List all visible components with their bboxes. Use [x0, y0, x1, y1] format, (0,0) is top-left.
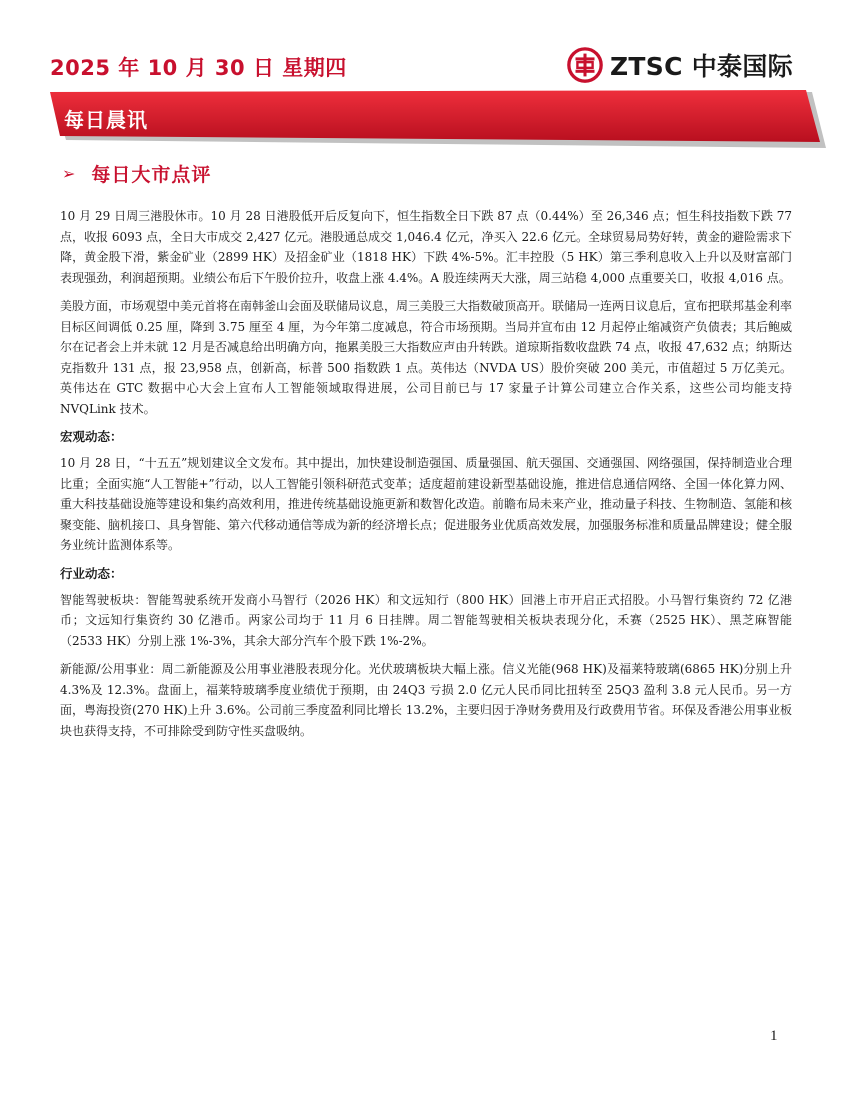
section-title: 每日大市点评 — [91, 164, 212, 186]
macro-paragraph: 10 月 28 日，“十五五”规划建议全文发布。其中提出，加快建设制造强国、质量强国、航天强国、交通强国、网络强国，保持制造业合理比重；全面实施“人工智能+”行动，以人工智能引领科研范式变革；适度超前建设新型基础设施，推进信息通信网络、全国一体化算力网、重大科技基础设施等建设和集约高效利用，推进传统基础设施更新和数智化改造。前瞻布局未来产业，推动量子科技、生物制造、氢能和核聚变能、脑机接口、具身智能、第六代移动通信等成为新的经济增长点；促进服务业优质高效发展，加强服务标准和质量品牌建设；健全服务业统计监测体系等。 — [60, 456, 793, 552]
macro-heading: 宏观动态： — [60, 429, 123, 444]
title-banner — [50, 90, 830, 152]
industry-new-energy: 新能源/公用事业：周二新能源及公用事业港股表现分化。光伏玻璃板块大幅上涨。信义光能(968 HK)及福莱特玻璃(6865 HK)分别上升 4.3%及 12.3%。盘面上，福莱特玻璃季度业绩优于预期，由 24Q3 亏损 2.0 亿元人民币同比扭转至 25Q3 盈利 3.8 元人民币。另一方面，粤海投资(270 HK)上升 3.6%。公司前三季度盈利同比增长 13.2%，主要归因于净财务费用及行政费用节省。环保及香港公用事业板块也获得支持，不可排除受到防守性买盘吸纳。 — [60, 662, 792, 738]
industry-heading: 行业动态： — [60, 565, 123, 581]
ztsc-logo-icon — [566, 46, 604, 84]
banner-shape — [50, 90, 830, 152]
page-number: 1 — [770, 1028, 778, 1044]
article-body — [60, 206, 792, 749]
section-header — [62, 160, 211, 187]
banner-title: 每日晨讯 — [64, 108, 148, 132]
brand-name: ZTSC 中泰国际 — [610, 52, 793, 81]
market-summary-us: 美股方面，市场观望中美元首将在南韩釜山会面及联储局议息，周三美股三大指数破顶高开。联储局一连两日议息后，宣布把联邦基金利率目标区间调低 0.25 厘，降到 3.75 厘至 4 厘，为今年第二度减息，符合市场预期。当局并宣布由 12 月起停止缩减资产负债表；其后鲍威尔在记者会上并未就 12 月是否减息给出明确方向，拖累美股三大指数应声由升转跌。道琼斯指数收盘跌 74 点，收报 47,632 点；纳斯达克指数升 131 点，报 23,958 点，创新高，标普 500 指数跌 1 点。英伟达（NVDA US）股价突破 200 美元，市值超过 5 万亿美元。英伟达在 GTC 数据中心大会上宣布人工智能领域取得进展，公司目前已与 17 家量子计算公司建立合作关系，这些公司均能支持 NVQLink 技术。 — [60, 299, 793, 416]
chevron-right-icon: ➢ — [62, 164, 76, 183]
market-summary-hk: 10 月 29 日周三港股休市。10 月 28 日港股低开后反复向下，恒生指数全日下跌 87 点（0.44%）至 26,346 点；恒生科技指数下跌 77 点，收报 6093 点，全日大市成交 2,427 亿元。港股通总成交 1,046.4 亿元，净买入 22.6 亿元。全球贸易局势好转，黄金的避险需求下降，黄金股下滑，紫金矿业（2899 HK）及招金矿业（1818 HK）下跌 4%-5%。汇丰控股（5 HK）第三季利息收入上升以及财富部门表现强劲，利润超预期。业绩公布后下午股价拉升，收盘上涨 4.4%。A 股连续两天大涨，周三站稳 4,000 点重要关口，收报 4,016 点。 — [60, 209, 792, 285]
company-logo — [566, 44, 793, 86]
report-date: 2025 年 10 月 30 日 星期四 — [50, 56, 347, 80]
industry-autonomous-driving: 智能驾驶板块：智能驾驶系统开发商小马智行（2026 HK）和文远知行（800 HK）回港上市开启正式招股。小马智行集资约 72 亿港币；文远知行集资约 30 亿港币。两家公司均于 11 月 6 日挂牌。周二智能驾驶相关板块表现分化，禾赛（2525 HK）、黑芝麻智能（2533 HK）分别上涨 1%-3%，其余大部分汽车个股下跌 1%-2%。 — [60, 592, 792, 648]
